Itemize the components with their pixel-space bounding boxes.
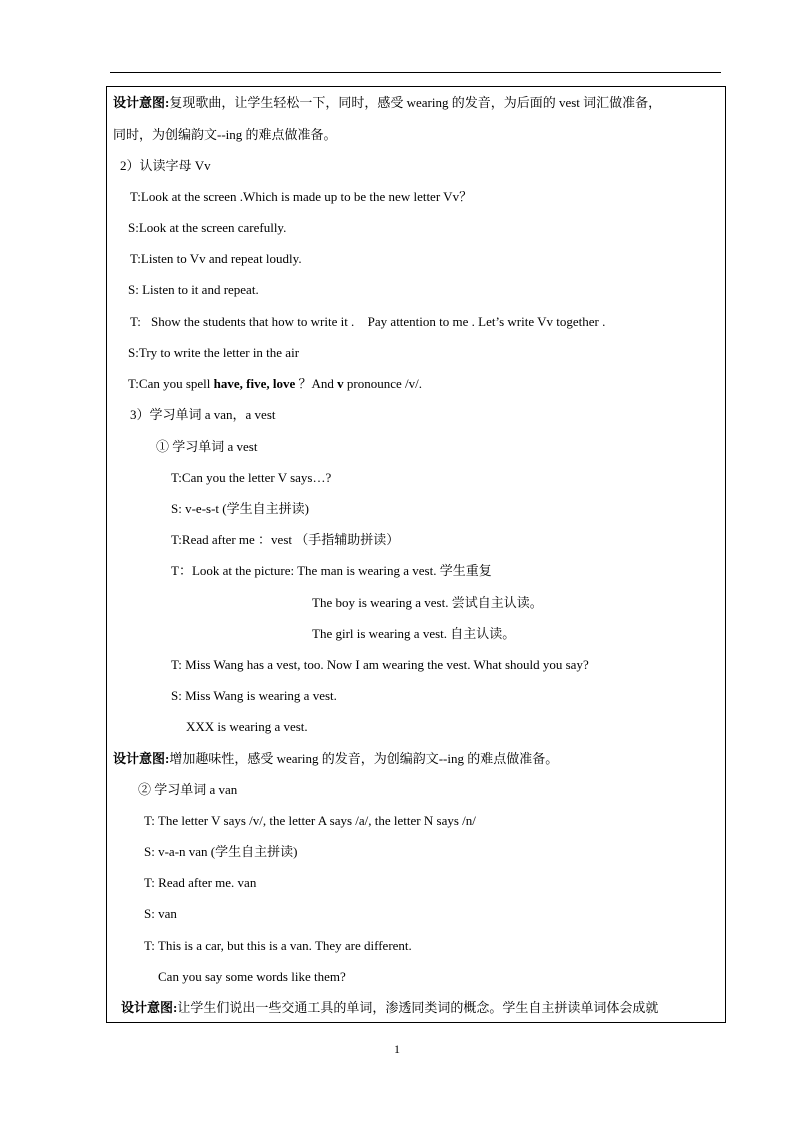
design-intent-1	[113, 94, 661, 112]
text-line: S: Listen to it and repeat.	[128, 282, 259, 297]
design-intent-text: 增加趣味性，感受 wearing 的发音，为创编韵文--ing 的难点做准备。	[169, 751, 559, 766]
text-line: S: van	[144, 906, 177, 921]
design-intent-text: 让学生们说出一些交通工具的单词，渗透同类词的概念。学生自主拼读单词体会成就	[177, 1000, 659, 1015]
text-line: The girl is wearing a vest. 自主认读。	[312, 626, 516, 641]
section-heading: 3）学习单词 a van，a vest	[130, 407, 276, 422]
page-number: 1	[394, 1042, 400, 1056]
text-line: S: v-a-n van (学生自主拼读)	[144, 844, 298, 859]
section-heading: 2）认读字母 Vv	[120, 158, 211, 173]
text-line	[128, 375, 422, 393]
text-line: T: The letter V says /v/, the letter A says /a/, the letter N says /n/	[144, 813, 476, 828]
text-line: T: Miss Wang has a vest, too. Now I am wearing the vest. What should you say?	[171, 657, 589, 672]
text-line: S: v-e-s-t (学生自主拼读)	[171, 501, 309, 516]
design-intent-3	[121, 999, 658, 1017]
text-line: S:Try to write the letter in the air	[128, 345, 300, 360]
text-line: T: Show the students that how to write it .  Pay attention to me . Let’s write Vv together .	[130, 314, 606, 329]
bold-letter: v	[337, 376, 344, 391]
text-line: S:Look at the screen carefully.	[128, 220, 287, 235]
text-line: T:Listen to Vv and repeat loudly.	[130, 251, 302, 266]
text-line: T:Read after me ：vest （手指辅助拼读）	[171, 532, 400, 547]
text-span: T:Can you spell	[128, 376, 214, 391]
text-line: T:Can you the letter V says…?	[171, 470, 332, 485]
text-span: ？And	[295, 376, 338, 391]
design-intent-label: 设计意图:	[113, 95, 170, 110]
subsection-heading: ① 学习单词 a vest	[156, 439, 258, 454]
header-rule	[110, 72, 721, 73]
design-intent-text: 复现歌曲，让学生轻松一下，同时，感受 wearing 的发音，为后面的 vest 词汇做准备，	[169, 95, 662, 110]
text-line: 同时，为创编韵文--ing 的难点做准备。	[113, 127, 337, 142]
bold-words: have, five, love	[213, 376, 296, 391]
design-intent-label: 设计意图:	[113, 751, 170, 766]
design-intent-2	[113, 750, 558, 768]
design-intent-label: 设计意图:	[121, 1000, 178, 1015]
text-line: S: Miss Wang is wearing a vest.	[171, 688, 337, 703]
text-line: T：Look at the picture: The man is wearing a vest. 学生重复	[171, 563, 492, 578]
text-line: T:Look at the screen .Which is made up to be the new letter Vv？	[130, 189, 473, 204]
subsection-heading: ② 学习单词 a van	[138, 782, 238, 797]
text-line: Can you say some words like them?	[158, 969, 346, 984]
text-span: pronounce /v/.	[343, 376, 422, 391]
text-line: T: This is a car, but this is a van. They are different.	[144, 938, 412, 953]
text-line: T: Read after me. van	[144, 875, 257, 890]
text-line: The boy is wearing a vest. 尝试自主认读。	[312, 595, 543, 610]
text-line: XXX is wearing a vest.	[186, 719, 308, 734]
